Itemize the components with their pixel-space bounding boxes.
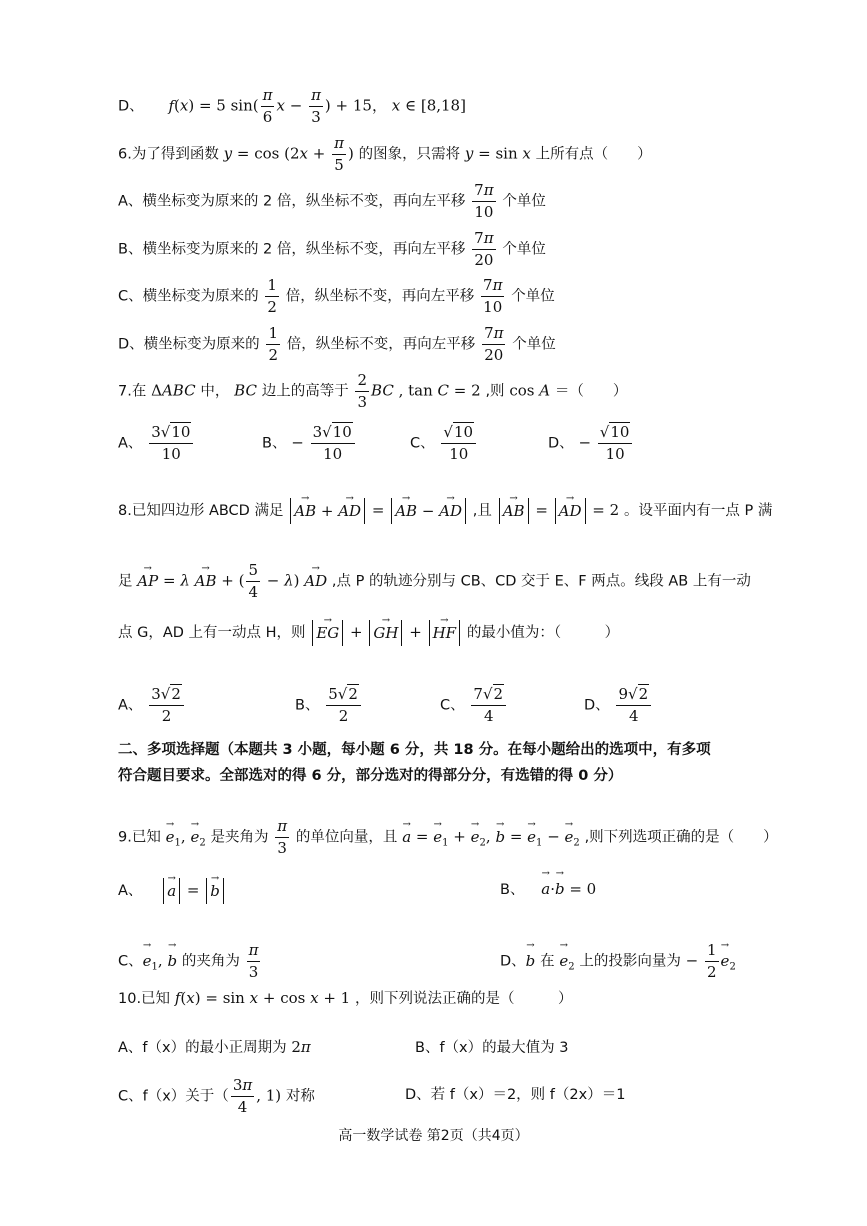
q5-option-d-formula: f — [168, 96, 175, 115]
q6-stem: 6.为了得到函数 y = cos (2x + $\frac{\pi}{5}$ ) 的图象，只需将 y = sin x 上所有点（ ） — [118, 134, 652, 174]
q6-option-c-mid: 倍，纵坐标不变，再向左平移 — [285, 288, 475, 305]
q9-stem-mid: 是夹角为 — [210, 829, 269, 846]
q7-stem-prefix: 7.在 — [118, 383, 147, 400]
q8-line2-end: ,点 P 的轨迹分别与 CB、CD 交于 E、F 两点。线段 AB 上有一动 — [331, 573, 751, 590]
section2-header-line2: 符合题目要求。全部选对的得 6 分，部分选对的得部分分，有选错的得 0 分） — [118, 768, 623, 784]
q8-option-a: A、 $\frac{3√2}{2}$ — [118, 684, 186, 727]
q10-option-a: A、f（x）的最小正周期为 2π — [118, 1038, 311, 1056]
q6-option-c: C、横坐标变为原来的 $\frac{1}{2}$ 倍，纵坐标不变，再向左平移 $\frac{7\pi}{10}$ 个单位 — [118, 276, 555, 316]
q8-line3-prefix: 点 G，AD 上有一动点 H，则 — [118, 625, 306, 641]
q7-option-c: C、 $\frac{√10}{10}$ — [410, 422, 478, 465]
q7-stem-mid2: 边上的高等于 — [261, 383, 349, 400]
section2-header-line1: 二、多项选择题（本题共 3 小题，每小题 6 分，共 18 分。在每小题给出的选项中，有多项 — [118, 742, 711, 758]
q8-option-d-label: D、 — [584, 697, 610, 714]
q6-option-c-unit: 个单位 — [511, 288, 555, 305]
q6-option-b-text: B、横坐标变为原来的 2 倍，纵坐标不变，再向左平移 — [118, 241, 466, 258]
q10-stem-prefix: 10.已知 — [118, 991, 171, 1007]
q6-stem-mid: 的图象，只需将 — [358, 146, 461, 163]
q8-line2: 足 → AP = λ → AB + ( $\frac{5}{4}$ − λ) → AD ,点 P 的轨迹分别与 CB、CD 交于 E、F 两点。线段 AB 上有一动 — [118, 560, 827, 603]
q9-option-b: B、 → a·→ b = 0 — [500, 878, 596, 899]
q8-line1-end: 。设平面内有一点 P 满 — [623, 503, 773, 519]
q8-option-b: B、 $\frac{5√2}{2}$ — [295, 684, 363, 727]
q6-option-d-unit: 个单位 — [512, 336, 556, 353]
q10-option-c-pre: C、f（x）关于（ — [118, 1088, 229, 1105]
q10-option-d-text: D、若 f（x）＝2，则 f（2x）＝1 — [405, 1087, 626, 1103]
q9-option-d-text2: 上的投影向量为 — [579, 953, 681, 970]
q7-stem-end: ,则 — [485, 383, 505, 400]
q5-option-d: D、 f(x) = 5 sin( $\frac{\pi}{6}$ x − $\frac{\pi}{3}$ ) + 15， x ∈ [8,18] — [118, 86, 466, 126]
q8-line1-mid: ,且 — [472, 503, 492, 519]
q8-option-d: D、 $\frac{9√2}{4}$ — [584, 684, 653, 727]
q8-line1-prefix: 8.已知四边形 ABCD 满足 — [118, 503, 284, 519]
q8-line2-prefix: 足 — [118, 573, 133, 590]
q7-option-a-label: A、 — [118, 435, 143, 452]
q9-stem-end: ,则下列选项正确的是（ ） — [584, 829, 778, 846]
q10-option-a-text: A、f（x）的最小正周期为 — [118, 1040, 287, 1056]
q5-option-d-label: D、 — [118, 98, 144, 115]
q6-option-b-unit: 个单位 — [502, 241, 546, 258]
q10-option-b-text: B、f（x）的最大值为 3 — [415, 1040, 569, 1056]
q7-option-c-label: C、 — [410, 435, 435, 452]
q6-option-d: D、横坐标变为原来的 $\frac{1}{2}$ 倍，纵坐标不变，再向左平移 $\frac{7\pi}{20}$ 个单位 — [118, 324, 556, 364]
q8-line3-end: 的最小值为：（ ） — [466, 625, 620, 641]
q6-option-a: A、横坐标变为原来的 2 倍，纵坐标不变，再向左平移 $\frac{7\pi}{10}$ 个单位 — [118, 181, 546, 221]
q10-stem-end: ，则下列说法正确的是（ ） — [355, 991, 573, 1007]
q8-line1: 8.已知四边形 ABCD 满足 → AB + → AD = → AB − → AD ,且 → AB = → AD = 2 。设平面内有一点 P 满 — [118, 498, 827, 524]
q10-option-c-end: 对称 — [285, 1088, 315, 1105]
q9-option-c: C、→ $e_1$, → b 的夹角为 $\frac{\pi}{3}$ — [118, 940, 262, 983]
page-footer: 高一数学试卷 第2页（共4页） — [338, 1128, 529, 1144]
q9-stem-prefix: 9.已知 — [118, 829, 161, 846]
q9-option-b-label: B、 — [500, 882, 525, 898]
q7-option-d: D、 − $\frac{√10}{10}$ — [548, 422, 634, 465]
q9-option-d-label: D、 — [500, 953, 526, 970]
q9-option-a: A、 → a = → b — [118, 878, 226, 904]
q6-option-b: B、横坐标变为原来的 2 倍，纵坐标不变，再向左平移 $\frac{7\pi}{20}$ 个单位 — [118, 229, 546, 269]
q9-stem-mid2: 的单位向量，且 — [295, 829, 398, 846]
q9-stem: 9.已知 → $e_1$, → $e_2$ 是夹角为 $\frac{\pi}{3}$ 的单位向量，且 → a = → $e_1$ + → $e_2$, → b = → $e_1$ − → $e_2$ ,则下列选项正确的是（ ） — [118, 816, 827, 859]
q7-option-a: A、 $\frac{3√10}{10}$ — [118, 422, 195, 465]
q8-line3: 点 G，AD 上有一动点 H，则 → EG + → GH + → HF 的最小值为：（ ） — [118, 620, 827, 646]
q9-option-c-label: C、 — [118, 953, 143, 970]
q6-option-a-unit: 个单位 — [502, 193, 546, 210]
q8-option-b-label: B、 — [295, 697, 320, 714]
q10-option-c: C、f（x）关于（ $\frac{3\pi}{4}$ , 1) 对称 — [118, 1076, 315, 1116]
q6-stem-prefix: 6.为了得到函数 — [118, 146, 219, 163]
q10-option-b — [415, 1036, 568, 1057]
q8-option-a-label: A、 — [118, 697, 143, 714]
q10-option-d — [405, 1083, 625, 1104]
q7-stem: 7.在 ΔABC 中， BC 边上的高等于 $\frac{2}{3}$ BC , tan C = 2 ,则 cos A ＝（ ） — [118, 371, 628, 411]
q6-option-d-pre: D、横坐标变为原来的 — [118, 336, 260, 353]
q9-option-d-text1: 在 — [540, 953, 555, 970]
q6-stem-suffix: 上所有点（ ） — [535, 146, 652, 163]
q6-option-a-text: A、横坐标变为原来的 2 倍，纵坐标不变，再向左平移 — [118, 193, 466, 210]
q7-stem-blank: ＝（ ） — [554, 383, 628, 400]
q9-option-c-text: 的夹角为 — [181, 953, 240, 970]
q8-option-c-label: C、 — [440, 697, 465, 714]
q8-option-c: C、 $\frac{7√2}{4}$ — [440, 684, 508, 727]
q9-option-a-label: A、 — [118, 883, 143, 899]
q6-option-d-mid: 倍，纵坐标不变，再向左平移 — [286, 336, 476, 353]
q6-option-c-pre: C、横坐标变为原来的 — [118, 288, 259, 305]
q7-option-b-label: B、 — [262, 435, 287, 452]
q9-option-d: D、→ b 在 → $e_2$ 上的投影向量为 − $\frac{1}{2}$ → $e_2$ — [500, 940, 736, 983]
q7-stem-mid1: 中， — [200, 383, 230, 400]
q10-stem: 10.已知 f(x) = sin x + cos x + 1 ，则下列说法正确的是（ ） — [118, 989, 573, 1007]
q7-option-d-label: D、 — [548, 435, 574, 452]
q7-option-b: B、 − $\frac{3√10}{10}$ — [262, 422, 357, 465]
